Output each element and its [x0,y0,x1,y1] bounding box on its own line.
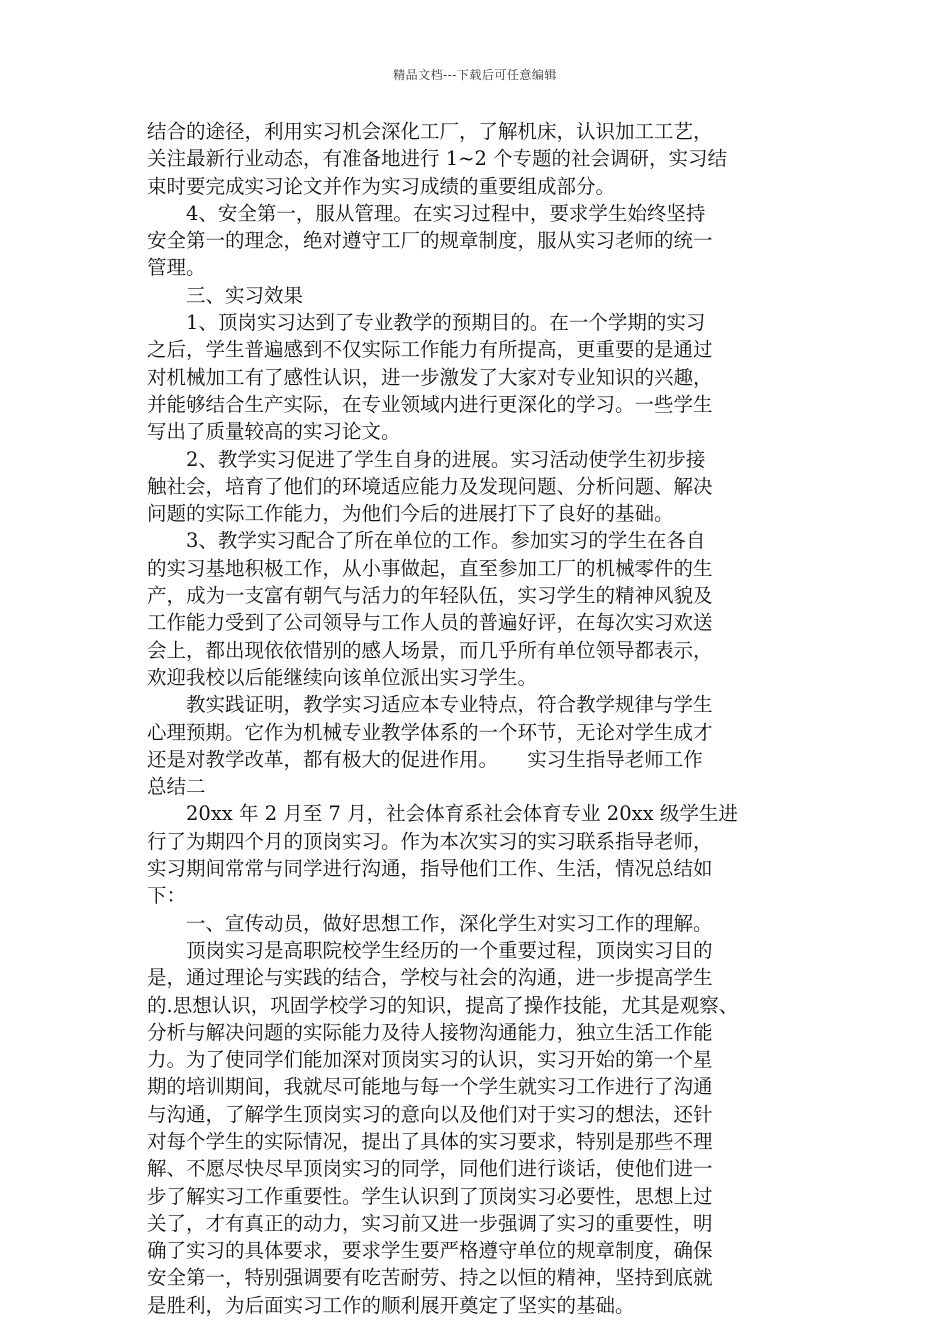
text-line: 管理。 [147,256,206,280]
text-line: 是胜利，为后面实习工作的顺利展开奠定了坚实的基础。 [147,1293,635,1317]
text-line: 问题的实际工作能力，为他们今后的进展打下了良好的基础。 [147,502,674,526]
text-line: 1、顶岗实习达到了专业教学的预期目的。在一个学期的实习 [147,311,706,335]
text-line: 是，通过理论与实践的结合，学校与社会的沟通，进一步提高学生 [147,966,713,990]
text-line: 确了实习的具体要求，要求学生要严格遵守单位的规章制度，确保 [147,1239,713,1263]
text-line: 关了，才有真正的动力，实习前又进一步强调了实习的重要性，明 [147,1211,713,1235]
text-line: 关注最新行业动态，有准备地进行 1~2 个专题的社会调研，实习结 [147,147,728,171]
text-line: 还是对教学改革，都有极大的促进作用。 实习生指导老师工作 [147,747,703,771]
text-line: 安全第一，特别强调要有吃苦耐劳、持之以恒的精神，坚持到底就 [147,1266,713,1290]
text-line: 对机械加工有了感性认识，进一步激发了大家对专业知识的兴趣， [147,365,713,389]
text-line: 工作能力受到了公司领导与工作人员的普遍好评，在每次实习欢送 [147,611,713,635]
text-line: 产，成为一支富有朝气与活力的年轻队伍，实习学生的精神风貌及 [147,584,713,608]
document-body [147,118,819,1319]
text-line: 三、实习效果 [147,283,304,307]
text-line: 并能够结合生产实际，在专业领域内进行更深化的学习。一些学生 [147,392,713,416]
text-line: 顶岗实习是高职院校学生经历的一个重要过程，顶岗实习目的 [147,938,713,962]
text-line: 力。为了使同学们能加深对顶岗实习的认识，实习开始的第一个星 [147,1048,713,1072]
text-line: 与沟通，了解学生顶岗实习的意向以及他们对于实习的想法，还针 [147,1102,713,1126]
text-line: 下： [147,884,187,908]
text-line: 之后，学生普遍感到不仅实际工作能力有所提高，更重要的是通过 [147,338,713,362]
text-line: 3、教学实习配合了所在单位的工作。参加实习的学生在各自 [147,529,706,553]
text-line: 写出了质量较高的实习论文。 [147,420,401,444]
text-line: 行了为期四个月的顶岗实习。作为本次实习的实习联系指导老师， [147,829,713,853]
text-line: 教实践证明，教学实习适应本专业特点，符合教学规律与学生 [147,693,713,717]
text-line: 分析与解决问题的实际能力及待人接物沟通能力，独立生活工作能 [147,1020,713,1044]
page-header: 精品文档---下载后可任意编辑 [393,68,557,82]
text-line: 安全第一的理念，绝对遵守工厂的规章制度，服从实习老师的统一 [147,229,713,253]
text-line: 解、不愿尽快尽早顶岗实习的同学，同他们进行谈话，使他们进一 [147,1157,713,1181]
text-line: 束时要完成实习论文并作为实习成绩的重要组成部分。 [147,174,616,198]
text-line: 欢迎我校以后能继续向该单位派出实习学生。 [147,665,538,689]
text-line: 心理预期。它作为机械专业教学体系的一个环节，无论对学生成才 [147,720,713,744]
text-line: 实习期间常常与同学进行沟通，指导他们工作、生活，情况总结如 [147,857,713,881]
text-line: 20xx 年 2 月至 7 月，社会体育系社会体育专业 20xx 级学生进 [147,802,738,826]
text-line: 期的培训期间，我就尽可能地与每一个学生就实习工作进行了沟通 [147,1075,713,1099]
text-line: 触社会，培育了他们的环境适应能力及发现问题、分析问题、解决 [147,474,713,498]
text-line: 总结二 [147,775,206,799]
text-line: 4、安全第一，服从管理。在实习过程中，要求学生始终坚持 [147,201,706,225]
text-line: 一、宣传动员，做好思想工作，深化学生对实习工作的理解。 [147,911,713,935]
text-line: 步了解实习工作重要性。学生认识到了顶岗实习必要性，思想上过 [147,1184,713,1208]
text-line: 对每个学生的实际情况，提出了具体的实习要求，特别是那些不理 [147,1129,713,1153]
text-line: 2、教学实习促进了学生自身的进展。实习活动使学生初步接 [147,447,706,471]
text-line: 的实习基地积极工作，从小事做起，直至参加工厂的机械零件的生 [147,556,713,580]
text-line: 的.思想认识，巩固学校学习的知识，提高了操作技能，尤其是观察、 [147,993,739,1017]
text-line: 结合的途径，利用实习机会深化工厂，了解机床，认识加工工艺， [147,120,713,143]
text-line: 会上，都出现依依惜别的感人场景，而几乎所有单位领导都表示， [147,638,713,662]
